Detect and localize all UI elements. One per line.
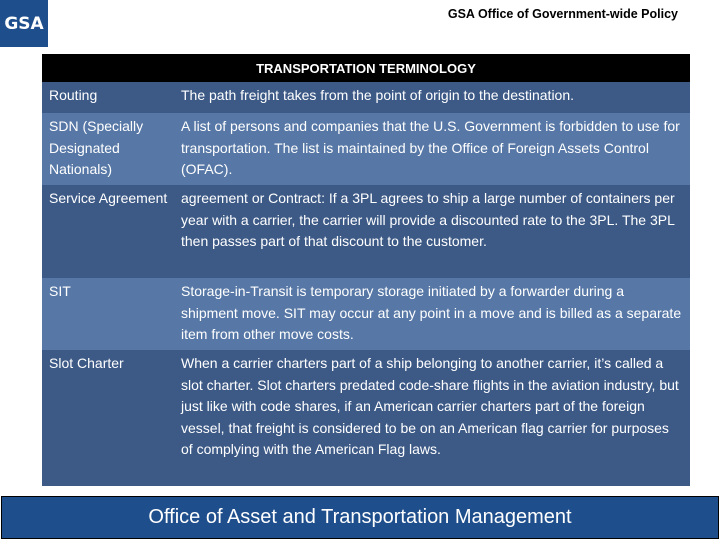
table-row [42, 185, 690, 278]
gsa-logo-text: GSA [4, 13, 44, 34]
term-cell: SDN (Specially Designated Nationals) [49, 118, 144, 178]
terminology-table [42, 54, 690, 486]
table-row [42, 113, 690, 185]
term-cell: Service Agreement [49, 190, 168, 206]
header-title: GSA Office of Government-wide Policy [447, 7, 678, 21]
definition-cell: Storage-in-Transit is temporary storage initiated by a forwarder during a shipment move. SIT may occur at any point in a move and is billed as a separate item from other move costs. [181, 283, 682, 343]
gsa-logo [0, 0, 48, 47]
term-cell: Slot Charter [49, 355, 124, 371]
term-cell: SIT [49, 283, 71, 299]
definition-cell: A list of persons and companies that the U.S. Government is forbidden to use for transportation. The list is maintained by the Office of Foreign Assets Control (OFAC). [181, 118, 680, 178]
definition-cell: When a carrier charters part of a ship belonging to another carrier, it’s called a slot charter. Slot charters predated code-share flights in the aviation industry, but just like with code shares, if an American carrier charters part of the foreign vessel, that freight is considered to be on an American flag carrier for purposes of complying with the American Flag laws. [181, 355, 679, 458]
definition-cell: agreement or Contract: If a 3PL agrees to ship a large number of containers per year with a carrier, the carrier will provide a discounted rate to the 3PL. The 3PL then passes part of that discount to the customer. [181, 190, 675, 250]
table-row [42, 82, 690, 113]
footer-banner: Office of Asset and Transportation Management [1, 496, 719, 539]
definition-cell: The path freight takes from the point of origin to the destination. [181, 87, 575, 103]
term-cell: Routing [49, 87, 98, 103]
table-row [42, 350, 690, 486]
table-row [42, 278, 690, 350]
table-heading: TRANSPORTATION TERMINOLOGY [42, 54, 690, 82]
